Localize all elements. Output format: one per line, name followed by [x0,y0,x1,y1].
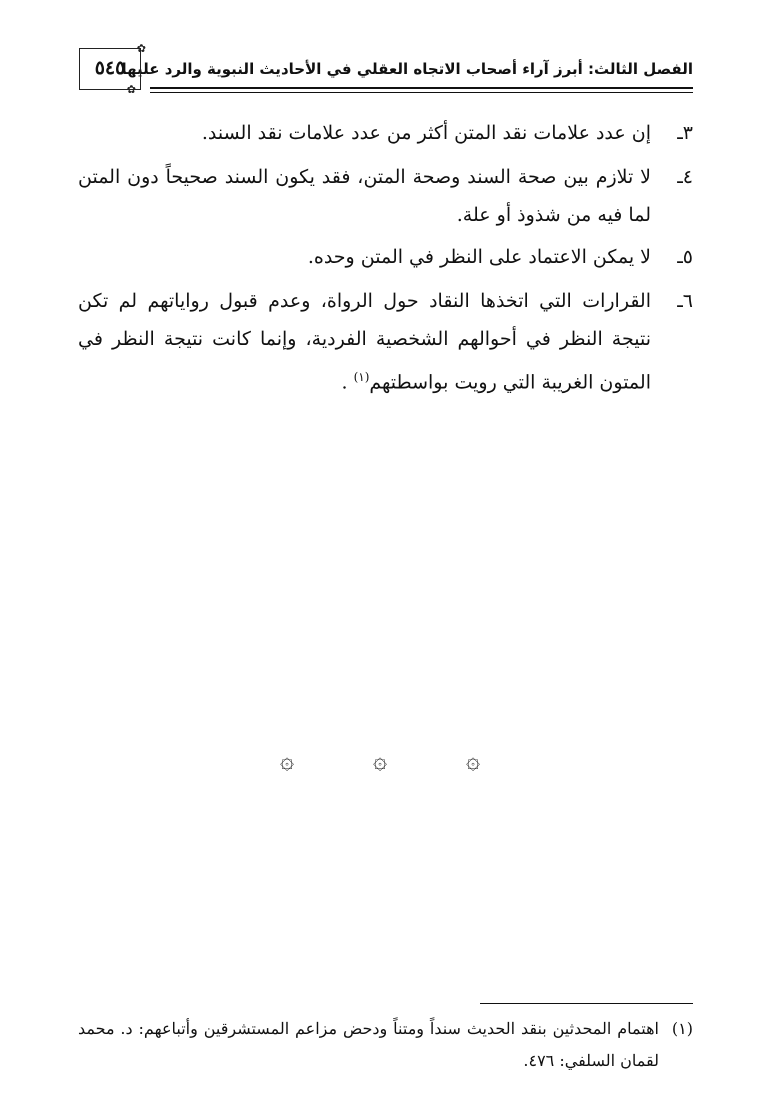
page-number-frame [79,42,146,96]
item-end-punct: . [341,371,348,394]
footnote [78,1013,693,1077]
section-divider [280,742,480,778]
header-rule [150,87,693,89]
item-text-body: القرارات التي اتخذها النقاد حول الرواة، وعدم قبول رواياتهم لم تكن نتيجة النظر في أحوالهم الشخصية الفردية، وإنما كانت نتيجة النظر في المتون الغريبة التي رويت بواسطتهم [78,290,651,394]
list-item [78,282,693,401]
flower-ornament-icon: ۞ [465,746,480,774]
item-text: لا يمكن الاعتماد على النظر في المتن وحده. [307,246,651,268]
footnote-separator [480,1003,693,1004]
flower-ornament-icon: ۞ [372,746,388,774]
page-number: ٥٤٥ [94,57,126,79]
corner-ornament-icon: ✿ [126,83,136,96]
item-number: ٤ـ [677,166,693,188]
list-item [78,238,693,276]
item-text: إن عدد علامات نقد المتن أكثر من عدد علامات نقد السند. [201,122,651,144]
running-header-title: الفصل الثالث: أبرز آراء أصحاب الاتجاه العقلي في الأحاديث النبوية والرد عليها [121,60,693,78]
item-text: لا تلازم بين صحة السند وصحة المتن، فقد يكون السند صحيحاً دون المتن لما فيه من شذوذ أو علة. [78,166,651,226]
footnote-text: اهتمام المحدثين بنقد الحديث سنداً ومتناً ودحض مزاعم المستشرقين وأتباعهم: د. محمد لقمان السلفي: ٤٧٦. [78,1019,659,1070]
item-number: ٦ـ [677,290,693,312]
corner-ornament-icon: ✿ [136,42,146,55]
footnote-reference: (١) [353,370,370,384]
list-item [78,114,693,152]
footnote-marker: (١) [671,1019,693,1038]
item-text [78,282,651,401]
list-item [78,158,693,234]
item-number: ٣ـ [677,122,693,144]
flower-ornament-icon: ۞ [280,746,295,774]
item-number: ٥ـ [677,246,693,268]
header-rule-thin [150,92,693,93]
